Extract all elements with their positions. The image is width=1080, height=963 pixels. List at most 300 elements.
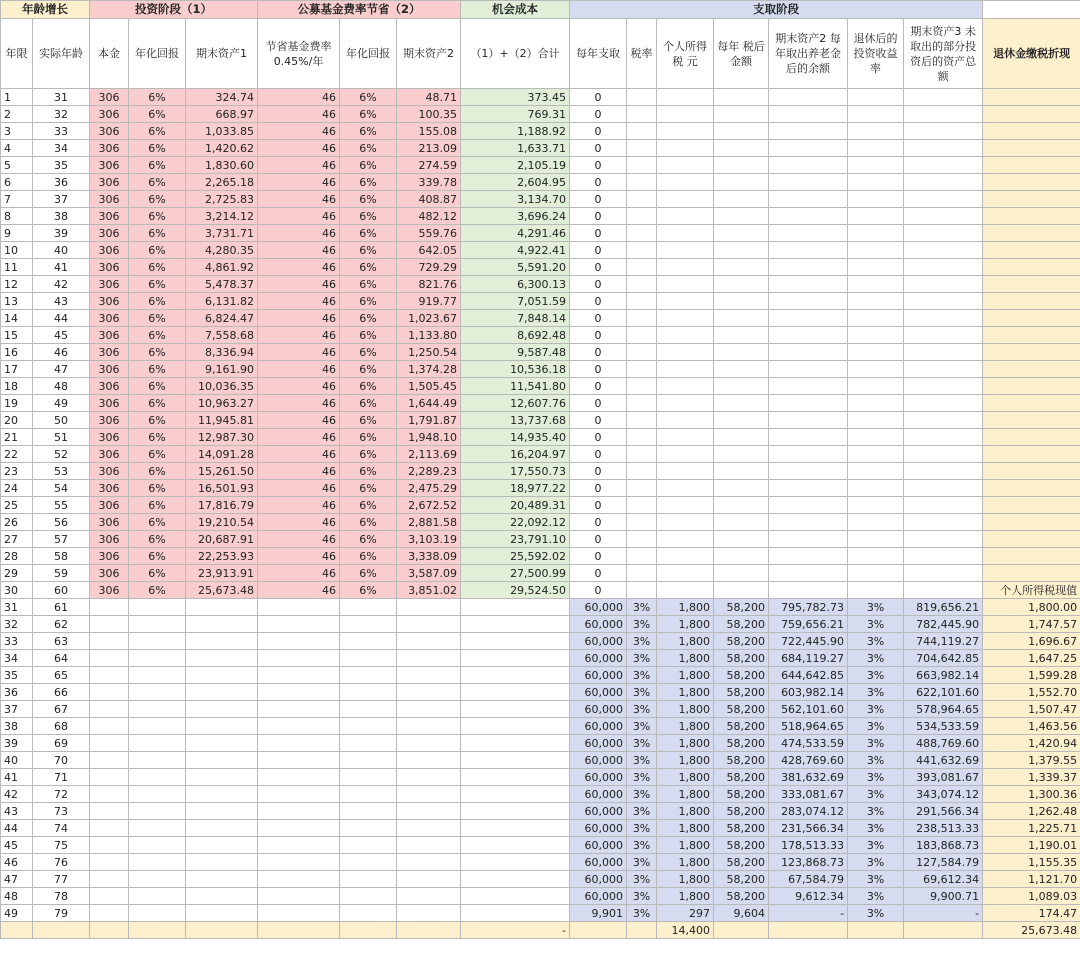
cell: 46 xyxy=(258,123,340,140)
empty-cell xyxy=(657,429,714,446)
empty-cell xyxy=(258,803,340,820)
empty-cell xyxy=(397,701,461,718)
cell: 283,074.12 xyxy=(769,803,848,820)
empty-cell xyxy=(186,599,258,616)
cell: 3% xyxy=(627,888,657,905)
cell: 306 xyxy=(90,191,129,208)
cell: 1,800 xyxy=(657,803,714,820)
empty-cell xyxy=(769,463,848,480)
cell: 46 xyxy=(258,174,340,191)
cell: 306 xyxy=(90,361,129,378)
cell: 3% xyxy=(848,837,904,854)
empty-cell xyxy=(904,276,983,293)
empty-cell xyxy=(657,344,714,361)
empty-cell xyxy=(714,531,769,548)
cell: 6% xyxy=(340,123,397,140)
summary-cell xyxy=(627,922,657,939)
cell: 1,830.60 xyxy=(186,157,258,174)
empty-cell xyxy=(627,310,657,327)
empty-cell xyxy=(714,259,769,276)
summary-cell xyxy=(258,922,340,939)
empty-cell xyxy=(904,106,983,123)
empty-cell xyxy=(397,786,461,803)
cell: 22 xyxy=(1,446,33,463)
empty-cell xyxy=(848,480,904,497)
empty-cell xyxy=(848,157,904,174)
cell: 6% xyxy=(340,548,397,565)
empty-cell xyxy=(714,429,769,446)
cell: 40 xyxy=(1,752,33,769)
cell: 3% xyxy=(627,701,657,718)
empty-cell xyxy=(983,123,1080,140)
cell: 2,604.95 xyxy=(461,174,570,191)
cell: 48.71 xyxy=(397,89,461,106)
cell: 65 xyxy=(33,667,90,684)
empty-cell xyxy=(714,344,769,361)
column-header: 本金 xyxy=(90,19,129,89)
empty-cell xyxy=(848,565,904,582)
cell: 33 xyxy=(1,633,33,650)
empty-cell xyxy=(769,395,848,412)
empty-cell xyxy=(983,242,1080,259)
cell: 6% xyxy=(129,327,186,344)
cell: 1,121.70 xyxy=(983,871,1080,888)
cell: 759,656.21 xyxy=(769,616,848,633)
empty-cell xyxy=(983,140,1080,157)
empty-cell xyxy=(627,548,657,565)
empty-cell xyxy=(983,310,1080,327)
cell: 9,901 xyxy=(570,905,627,922)
empty-cell xyxy=(186,701,258,718)
cell: 0 xyxy=(570,327,627,344)
table-row xyxy=(1,514,1080,531)
cell: 1,800 xyxy=(657,888,714,905)
cell: 11,541.80 xyxy=(461,378,570,395)
cell: 306 xyxy=(90,344,129,361)
cell: 58,200 xyxy=(714,752,769,769)
empty-cell xyxy=(904,480,983,497)
cell: 8,692.48 xyxy=(461,327,570,344)
cell: 3% xyxy=(848,820,904,837)
empty-cell xyxy=(983,225,1080,242)
empty-cell xyxy=(714,140,769,157)
empty-cell xyxy=(340,735,397,752)
empty-cell xyxy=(769,582,848,599)
empty-cell xyxy=(258,735,340,752)
empty-cell xyxy=(848,531,904,548)
cell: 343,074.12 xyxy=(904,786,983,803)
cell: 1,023.67 xyxy=(397,310,461,327)
cell: 46 xyxy=(258,429,340,446)
empty-cell xyxy=(129,888,186,905)
empty-cell xyxy=(657,582,714,599)
cell: 58,200 xyxy=(714,769,769,786)
cell: 6,131.82 xyxy=(186,293,258,310)
cell: 3% xyxy=(848,803,904,820)
empty-cell xyxy=(848,310,904,327)
cell: 46 xyxy=(258,140,340,157)
empty-cell xyxy=(904,225,983,242)
empty-cell xyxy=(657,157,714,174)
empty-cell xyxy=(904,242,983,259)
cell: 10 xyxy=(1,242,33,259)
empty-cell xyxy=(657,174,714,191)
cell: 11,945.81 xyxy=(186,412,258,429)
cell: 48 xyxy=(1,888,33,905)
empty-cell xyxy=(657,565,714,582)
empty-cell xyxy=(340,616,397,633)
cell: 0 xyxy=(570,531,627,548)
cell: 3% xyxy=(627,769,657,786)
cell: 1,800 xyxy=(657,616,714,633)
empty-cell xyxy=(848,429,904,446)
empty-cell xyxy=(129,667,186,684)
cell: 46 xyxy=(258,378,340,395)
summary-cell xyxy=(129,922,186,939)
empty-cell xyxy=(258,701,340,718)
empty-cell xyxy=(90,633,129,650)
cell: 46 xyxy=(258,208,340,225)
cell: 41 xyxy=(33,259,90,276)
cell: 60,000 xyxy=(570,735,627,752)
cell: 0 xyxy=(570,157,627,174)
cell: 18 xyxy=(1,378,33,395)
cell: 534,533.59 xyxy=(904,718,983,735)
cell: 306 xyxy=(90,259,129,276)
cell: 24 xyxy=(1,480,33,497)
empty-cell xyxy=(848,463,904,480)
empty-cell xyxy=(904,157,983,174)
cell: 2,289.23 xyxy=(397,463,461,480)
cell: 12,987.30 xyxy=(186,429,258,446)
empty-cell xyxy=(397,854,461,871)
empty-cell xyxy=(657,361,714,378)
empty-cell xyxy=(461,616,570,633)
empty-cell xyxy=(769,531,848,548)
cell: 50 xyxy=(33,412,90,429)
empty-cell xyxy=(340,718,397,735)
cell: 373.45 xyxy=(461,89,570,106)
cell: 46 xyxy=(258,480,340,497)
cell: 2,475.29 xyxy=(397,480,461,497)
empty-cell xyxy=(258,871,340,888)
cell: 1,800 xyxy=(657,718,714,735)
cell: 69 xyxy=(33,735,90,752)
summary-cell xyxy=(90,922,129,939)
cell: 306 xyxy=(90,157,129,174)
empty-cell xyxy=(657,225,714,242)
empty-cell xyxy=(769,565,848,582)
cell: 6% xyxy=(129,225,186,242)
empty-cell xyxy=(848,276,904,293)
cell: 36 xyxy=(33,174,90,191)
cell: 7,848.14 xyxy=(461,310,570,327)
empty-cell xyxy=(627,412,657,429)
cell: 41 xyxy=(1,769,33,786)
empty-cell xyxy=(627,497,657,514)
cell: 35 xyxy=(33,157,90,174)
empty-cell xyxy=(983,89,1080,106)
cell: 6% xyxy=(129,361,186,378)
cell: 3% xyxy=(627,837,657,854)
cell: 1,696.67 xyxy=(983,633,1080,650)
cell: 40 xyxy=(33,242,90,259)
empty-cell xyxy=(258,718,340,735)
empty-cell xyxy=(848,123,904,140)
cell: 0 xyxy=(570,106,627,123)
empty-cell xyxy=(714,548,769,565)
cell: 14 xyxy=(1,310,33,327)
cell: 58 xyxy=(33,548,90,565)
cell: 0 xyxy=(570,463,627,480)
empty-cell xyxy=(461,837,570,854)
empty-cell xyxy=(848,412,904,429)
column-header: 退休后的投资收益率 xyxy=(848,19,904,89)
empty-cell xyxy=(848,395,904,412)
empty-cell xyxy=(657,123,714,140)
cell: 2,672.52 xyxy=(397,497,461,514)
cell: 6% xyxy=(129,123,186,140)
cell: 7 xyxy=(1,191,33,208)
cell: 46 xyxy=(258,548,340,565)
summary-cell xyxy=(1,922,33,939)
cell: 704,642.85 xyxy=(904,650,983,667)
empty-cell xyxy=(714,565,769,582)
empty-cell xyxy=(258,888,340,905)
table-row xyxy=(1,803,1080,820)
table-row xyxy=(1,599,1080,616)
empty-cell xyxy=(714,361,769,378)
column-header: 期末资产2 xyxy=(397,19,461,89)
cell: 559.76 xyxy=(397,225,461,242)
empty-cell xyxy=(186,735,258,752)
summary-cell xyxy=(397,922,461,939)
empty-cell xyxy=(461,820,570,837)
empty-cell xyxy=(904,412,983,429)
empty-cell xyxy=(657,548,714,565)
empty-cell xyxy=(461,667,570,684)
group-header: 支取阶段 xyxy=(570,1,983,19)
cell: 6% xyxy=(129,174,186,191)
cell: 3% xyxy=(848,650,904,667)
empty-cell xyxy=(397,667,461,684)
cell: 306 xyxy=(90,412,129,429)
cell: 6% xyxy=(340,327,397,344)
empty-cell xyxy=(769,361,848,378)
cell: 306 xyxy=(90,531,129,548)
empty-cell xyxy=(848,174,904,191)
empty-cell xyxy=(983,548,1080,565)
empty-cell xyxy=(769,310,848,327)
empty-cell xyxy=(627,293,657,310)
cell: 46 xyxy=(258,514,340,531)
cell: 6% xyxy=(340,361,397,378)
cell: 3% xyxy=(848,769,904,786)
empty-cell xyxy=(90,667,129,684)
empty-cell xyxy=(714,106,769,123)
empty-cell xyxy=(627,157,657,174)
column-header: 每年支取 xyxy=(570,19,627,89)
empty-cell xyxy=(461,650,570,667)
empty-cell xyxy=(769,480,848,497)
cell: 274.59 xyxy=(397,157,461,174)
empty-cell xyxy=(627,344,657,361)
table-row xyxy=(1,616,1080,633)
cell: 20 xyxy=(1,412,33,429)
cell: 60 xyxy=(33,582,90,599)
cell: 46 xyxy=(258,565,340,582)
cell: 578,964.65 xyxy=(904,701,983,718)
cell: 44 xyxy=(33,310,90,327)
cell: 59 xyxy=(33,565,90,582)
table-row xyxy=(1,361,1080,378)
cell: 27,500.99 xyxy=(461,565,570,582)
cell: 488,769.60 xyxy=(904,735,983,752)
cell: 46 xyxy=(258,344,340,361)
table-row xyxy=(1,140,1080,157)
cell: 0 xyxy=(570,208,627,225)
table-row xyxy=(1,871,1080,888)
column-header: 节省基金费率 0.45%/年 xyxy=(258,19,340,89)
cell: 6% xyxy=(129,276,186,293)
empty-cell xyxy=(129,718,186,735)
empty-cell xyxy=(657,140,714,157)
empty-cell xyxy=(769,276,848,293)
empty-cell xyxy=(904,259,983,276)
empty-cell xyxy=(461,684,570,701)
empty-cell xyxy=(186,633,258,650)
cell: 4 xyxy=(1,140,33,157)
cell: 174.47 xyxy=(983,905,1080,922)
empty-cell xyxy=(904,514,983,531)
empty-cell xyxy=(714,174,769,191)
cell: 60,000 xyxy=(570,837,627,854)
cell: 46 xyxy=(258,310,340,327)
cell: 46 xyxy=(33,344,90,361)
empty-cell xyxy=(90,905,129,922)
cell: 74 xyxy=(33,820,90,837)
table-row xyxy=(1,650,1080,667)
empty-cell xyxy=(657,276,714,293)
cell: 155.08 xyxy=(397,123,461,140)
cell: 306 xyxy=(90,548,129,565)
empty-cell xyxy=(714,378,769,395)
empty-cell xyxy=(340,599,397,616)
empty-cell xyxy=(186,905,258,922)
cell: 428,769.60 xyxy=(769,752,848,769)
empty-cell xyxy=(848,89,904,106)
empty-cell xyxy=(461,701,570,718)
empty-cell xyxy=(769,259,848,276)
cell: 6% xyxy=(129,565,186,582)
cell: 6% xyxy=(129,344,186,361)
cell: 39 xyxy=(33,225,90,242)
cell: 6 xyxy=(1,174,33,191)
empty-cell xyxy=(983,531,1080,548)
column-header: 税率 xyxy=(627,19,657,89)
cell: 1,262.48 xyxy=(983,803,1080,820)
cell: 1,033.85 xyxy=(186,123,258,140)
cell: 0 xyxy=(570,361,627,378)
cell: 0 xyxy=(570,140,627,157)
table-row xyxy=(1,769,1080,786)
empty-cell xyxy=(627,361,657,378)
cell: 60,000 xyxy=(570,820,627,837)
cell: 6% xyxy=(340,276,397,293)
cell: 25,673.48 xyxy=(186,582,258,599)
cell: 821.76 xyxy=(397,276,461,293)
empty-cell xyxy=(769,514,848,531)
cell: 3% xyxy=(627,684,657,701)
table-row xyxy=(1,276,1080,293)
cell: 58,200 xyxy=(714,837,769,854)
cell: 23,913.91 xyxy=(186,565,258,582)
cell: 0 xyxy=(570,123,627,140)
cell: 72 xyxy=(33,786,90,803)
empty-cell xyxy=(848,293,904,310)
empty-cell xyxy=(983,208,1080,225)
cell: 57 xyxy=(33,531,90,548)
cell: 3% xyxy=(848,752,904,769)
table-row xyxy=(1,531,1080,548)
empty-cell xyxy=(769,140,848,157)
cell: 6% xyxy=(129,208,186,225)
table-row xyxy=(1,463,1080,480)
cell: 6% xyxy=(129,106,186,123)
cell: 60,000 xyxy=(570,769,627,786)
cell: 6% xyxy=(340,208,397,225)
empty-cell xyxy=(627,123,657,140)
empty-cell xyxy=(340,769,397,786)
empty-cell xyxy=(848,208,904,225)
empty-cell xyxy=(627,208,657,225)
empty-cell xyxy=(769,327,848,344)
empty-cell xyxy=(627,429,657,446)
cell: 10,536.18 xyxy=(461,361,570,378)
cell: 562,101.60 xyxy=(769,701,848,718)
empty-cell xyxy=(714,310,769,327)
cell: 42 xyxy=(1,786,33,803)
empty-cell xyxy=(397,871,461,888)
empty-cell xyxy=(340,803,397,820)
cell: 46 xyxy=(258,276,340,293)
summary-cell xyxy=(340,922,397,939)
cell: 1,800.00 xyxy=(983,599,1080,616)
cell: 58,200 xyxy=(714,718,769,735)
empty-cell xyxy=(397,718,461,735)
empty-cell xyxy=(627,140,657,157)
cell: 9,900.71 xyxy=(904,888,983,905)
cell: 46 xyxy=(258,293,340,310)
cell: 58,200 xyxy=(714,786,769,803)
cell: 306 xyxy=(90,123,129,140)
cell: 63 xyxy=(33,633,90,650)
cell: 1,633.71 xyxy=(461,140,570,157)
cell: 47 xyxy=(33,361,90,378)
cell: 46 xyxy=(1,854,33,871)
empty-cell xyxy=(769,497,848,514)
cell: 25 xyxy=(1,497,33,514)
cell: 70 xyxy=(33,752,90,769)
empty-cell xyxy=(340,752,397,769)
empty-cell xyxy=(983,429,1080,446)
cell: 6% xyxy=(129,531,186,548)
empty-cell xyxy=(258,769,340,786)
cell: 4,291.46 xyxy=(461,225,570,242)
cell: 60,000 xyxy=(570,599,627,616)
empty-cell xyxy=(904,208,983,225)
table-row xyxy=(1,684,1080,701)
